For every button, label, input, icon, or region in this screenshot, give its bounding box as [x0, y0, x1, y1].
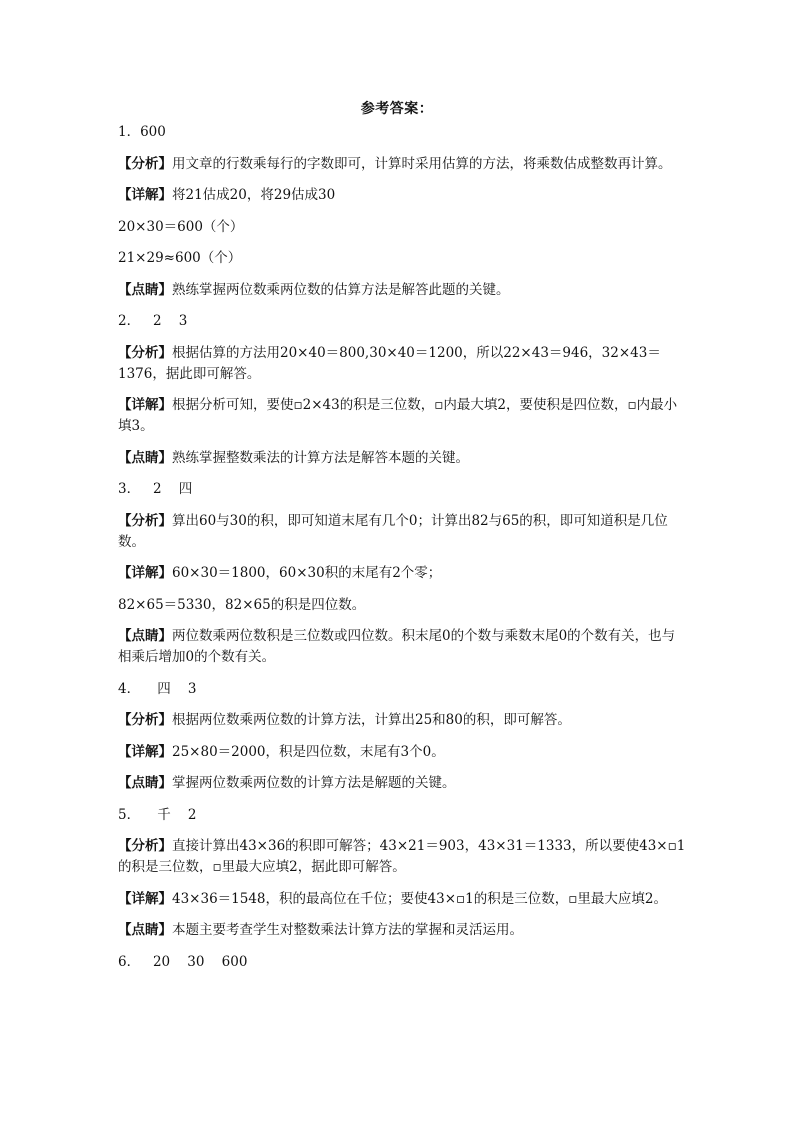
analysis-line [118, 710, 688, 731]
analysis-text: 根据估算的方法用20×40＝800,30×40＝1200，所以22×43＝946，32×43＝1376，据此即可解答。 [118, 344, 661, 382]
detail-tag: 【详解】 [118, 397, 172, 413]
analysis-tag: 【分析】 [118, 838, 172, 854]
page-title: 参考答案： [360, 101, 434, 117]
analysis-tag: 【分析】 [118, 712, 172, 728]
analysis-tag: 【分析】 [118, 512, 172, 529]
answer-item-6 [118, 952, 688, 973]
item-number: 3． 2 四 [118, 481, 193, 497]
comment-tag: 【点睛】 [118, 775, 172, 791]
detail-extra-line: 21×29≈600（个） [118, 250, 242, 266]
detail-text: 将21估成20，将29估成30 [172, 187, 336, 203]
comment-text: 掌握两位数乘两位数的计算方法是解题的关键。 [172, 775, 456, 791]
comment-tag: 【点睛】 [118, 628, 172, 644]
detail-line [118, 563, 688, 584]
item-number: 5． 千 2 [118, 806, 197, 823]
answer-item-2 [118, 311, 688, 469]
detail-extra-line: 82×65＝5330，82×65的积是四位数。 [118, 596, 366, 613]
detail-line [118, 742, 688, 763]
analysis-text: 算出60与30的积，即可知道末尾有几个0；计算出82与65的积，即可知道积是几位数。 [118, 512, 668, 550]
comment-text: 熟练掌握两位数乘两位数的估算方法是解答此题的关键。 [172, 281, 510, 298]
analysis-line [118, 511, 688, 553]
comment-text: 本题主要考查学生对整数乘法计算方法的掌握和灵活运用。 [172, 922, 523, 938]
comment-line [118, 626, 688, 668]
comment-line [118, 773, 688, 794]
comment-tag: 【点睛】 [118, 449, 172, 466]
comment-text: 两位数乘两位数积是三位数或四位数。积末尾0的个数与乘数末尾0的个数有关，也与相乘后增加0的个数有关。 [118, 628, 676, 665]
detail-extra-line: 20×30＝600（个） [118, 218, 244, 235]
analysis-line [118, 836, 688, 878]
detail-text: 25×80＝2000，积是四位数，末尾有3个0。 [172, 743, 445, 760]
comment-line [118, 920, 688, 941]
item-number: 2． 2 3 [118, 313, 188, 329]
analysis-text: 直接计算出43×36的积即可解答；43×21＝903，43×31＝1333，所以要使43×▫1的积是三位数，▫里最大应填2，据此即可解答。 [118, 838, 686, 875]
answer-item-5 [118, 805, 688, 942]
item-number: 1．600 [118, 124, 166, 140]
detail-line [118, 889, 688, 910]
detail-line [118, 185, 688, 206]
detail-tag: 【详解】 [118, 743, 172, 760]
analysis-line [118, 343, 688, 385]
detail-text: 43×36＝1548，积的最高位在千位；要使43×▫1的积是三位数，▫里最大应填2。 [172, 890, 667, 907]
analysis-text: 根据两位数乘两位数的计算方法，计算出25和80的积，即可解答。 [172, 712, 571, 728]
comment-line [118, 448, 688, 469]
item-number: 6． 20 30 600 [118, 953, 248, 970]
detail-tag: 【详解】 [118, 565, 172, 581]
analysis-line [118, 154, 688, 175]
detail-tag: 【详解】 [118, 890, 172, 907]
comment-text: 熟练掌握整数乘法的计算方法是解答本题的关键。 [172, 449, 469, 466]
item-number: 4． 四 3 [118, 680, 197, 697]
comment-tag: 【点睛】 [118, 281, 172, 298]
answer-item-3 [118, 479, 688, 668]
detail-line [118, 395, 688, 437]
answer-content [118, 122, 688, 973]
analysis-tag: 【分析】 [118, 344, 172, 361]
detail-text: 60×30＝1800，60×30积的末尾有2个零； [172, 565, 442, 581]
detail-tag: 【详解】 [118, 187, 172, 203]
answer-item-4 [118, 679, 688, 795]
analysis-text: 用文章的行数乘每行的字数即可，计算时采用估算的方法，将乘数估成整数再计算。 [172, 155, 672, 172]
detail-text: 根据分析可知，要使▫2×43的积是三位数，▫内最大填2，要使积是四位数，▫内最小填3。 [118, 397, 678, 434]
answer-item-1 [118, 122, 688, 301]
analysis-tag: 【分析】 [118, 155, 172, 172]
comment-line [118, 280, 688, 301]
comment-tag: 【点睛】 [118, 922, 172, 938]
